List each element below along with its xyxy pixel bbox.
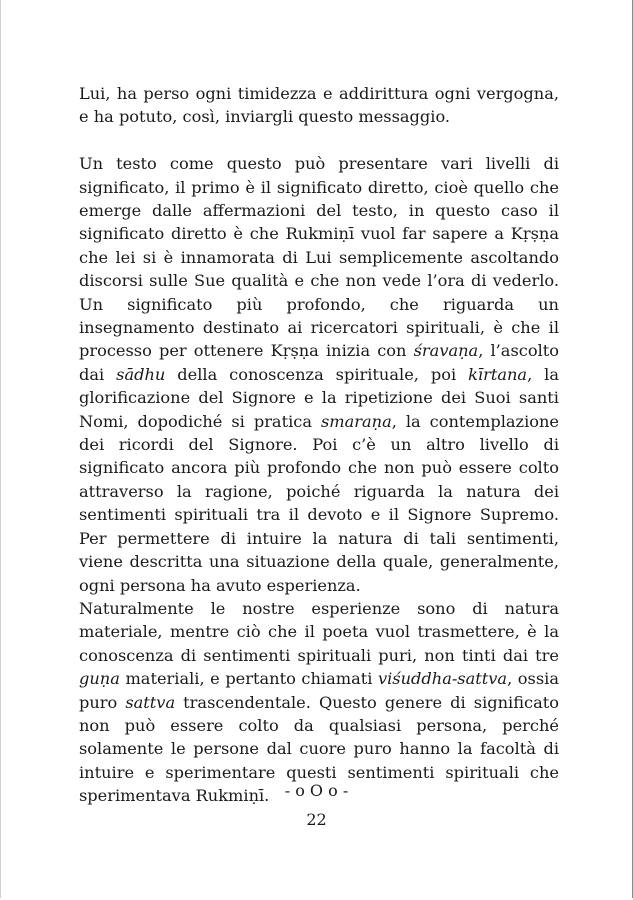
text-run: trascendentale. Questo genere di significato non può essere colto da qualsiasi persona, perché solamente le persone dal cuore puro hanno la facoltà di intuire e sperimentare questi sentimenti spirituali che sperimentava Rukmiṇī.: [79, 692, 559, 806]
italic-term: guṇa: [79, 669, 120, 689]
text-run: Un testo come questo può presentare vari livelli di significato, il primo è il significato diretto, cioè quello che emerge dalle affermazioni del testo, in questo caso il significato diretto è che Rukmiṇī vuol far sapere a Kṛṣṇa che lei si è innamorata di Lui semplicemente ascoltando discorsi sulle Sue qualità e che non vede l’ora di vederlo. Un significato più profondo, che riguarda un insegnamento destinato ai ricercatori spirituali, è che il processo per ottenere Kṛṣṇa inizia con: [79, 154, 559, 361]
italic-term: śravaṇa: [413, 341, 479, 361]
text-run: Lui, ha perso ogni timidezza e addirittura ogni vergogna, e ha potuto, così, inviargli questo messaggio.: [79, 84, 559, 127]
text-run: , ossia puro: [79, 669, 559, 712]
italic-term: sādhu: [116, 364, 166, 384]
paragraph-1: [79, 82, 559, 129]
italic-term: kīrtana: [468, 364, 528, 384]
text-run: materiali, e pertanto chiamati: [119, 669, 378, 689]
paragraph-2: [79, 152, 559, 597]
text-run: della conoscenza spirituale, poi: [165, 364, 469, 384]
text-run: Naturalmente le nostre esperienze sono di natura materiale, mentre ciò che il poeta vuol trasmettere, è la conoscenza di sentimenti spirituali puri, non tinti dai tre: [79, 598, 559, 665]
text-run: , la contemplazione dei ricordi del Signore. Poi c’è un altro livello di significato ancora più profondo che non può essere colto attraverso la ragione, poiché riguarda la natura dei sentimenti spirituali tra il devoto e il Signore Supremo. Per permettere di intuire la natura di tali sentimenti, viene descritta una situazione della quale, generalmente, ogni persona ha avuto esperienza.: [79, 411, 559, 595]
paragraph-3: [79, 597, 559, 808]
italic-term: smaraṇa: [320, 411, 392, 431]
italic-term: viśuddha-sattva: [377, 669, 508, 689]
paragraph-spacer: [79, 129, 559, 152]
italic-term: sattva: [125, 692, 176, 712]
body-text: [79, 82, 559, 808]
section-separator: - o O o -: [284, 781, 349, 800]
text-run: , l’ascolto dai: [79, 341, 560, 384]
text-run: , la glorificazione del Signore e la ripetizione dei Suoi santi Nomi, dopodiché si pratica: [79, 364, 560, 431]
page-number: 22: [306, 810, 327, 829]
